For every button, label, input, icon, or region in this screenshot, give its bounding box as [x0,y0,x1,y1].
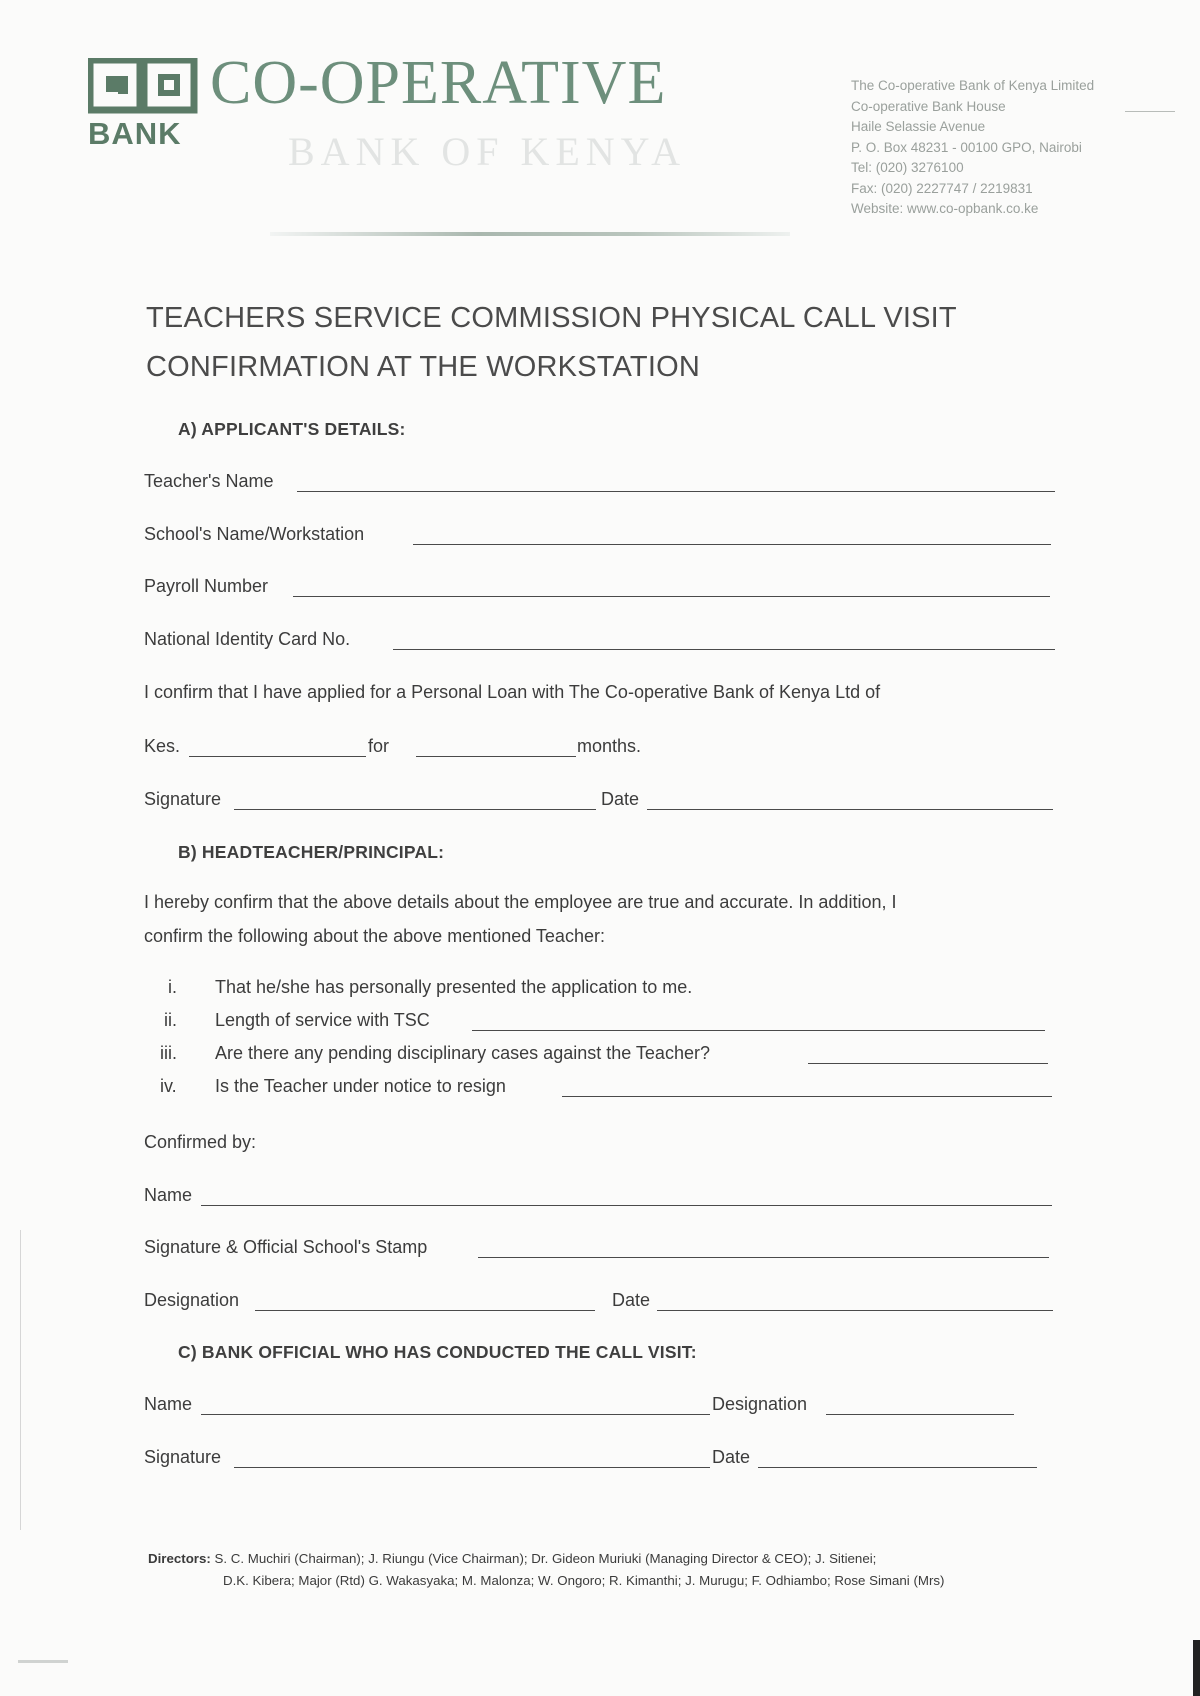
item-length-of-service: Length of service with TSC [215,1010,430,1030]
logo-subtitle: BANK OF KENYA [288,129,687,174]
kes-label: Kes. [144,736,181,756]
applicant-date-label: Date [601,789,640,809]
length-of-service-field[interactable] [472,1030,1045,1031]
headteacher-date-label: Date [612,1290,651,1310]
headteacher-intro [144,885,1074,953]
headteacher-name-label: Name [144,1185,193,1205]
item-notice-to-resign: Is the Teacher under notice to resign [215,1076,506,1096]
national-id-field[interactable] [393,649,1055,650]
form-title-line2: CONFIRMATION AT THE WORKSTATION [146,351,700,383]
scan-edge-line [20,1230,21,1530]
section-c-heading: C) BANK OFFICIAL WHO HAS CONDUCTED THE CALL VISIT: [178,1342,697,1362]
bank-official-name-label: Name [144,1394,193,1414]
applicant-date-field[interactable] [647,809,1053,810]
payroll-number-label: Payroll Number [144,576,269,596]
headteacher-name-field[interactable] [201,1205,1052,1206]
headteacher-designation-label: Designation [144,1290,240,1310]
loan-amount-field[interactable] [189,756,366,757]
item-number: i. [168,977,177,997]
for-label: for [368,736,390,756]
address-line: Co-operative Bank House [851,98,1006,114]
applicant-signature-field[interactable] [234,809,596,810]
item-number: ii. [164,1010,177,1030]
item-number: iv. [160,1076,177,1096]
directors-footer [148,1548,1058,1592]
bank-official-designation-field[interactable] [826,1414,1014,1415]
payroll-number-field[interactable] [293,596,1050,597]
logo-badge-text: BANK [88,116,182,151]
scan-edge-mark [18,1660,68,1663]
loan-confirmation-text: I confirm that I have applied for a Personal Loan with The Co-operative Bank of Kenya Ltd of [144,682,881,702]
bank-official-name-field[interactable] [201,1414,710,1415]
signature-stamp-field[interactable] [478,1257,1049,1258]
section-b-heading: B) HEADTEACHER/PRINCIPAL: [178,842,445,862]
months-label: months. [577,736,642,756]
national-id-label: National Identity Card No. [144,629,351,649]
signature-stamp-label: Signature & Official School's Stamp [144,1237,428,1257]
scan-edge-mark [1193,1640,1200,1696]
headteacher-designation-field[interactable] [255,1310,595,1311]
section-a-heading: A) APPLICANT'S DETAILS: [178,419,406,439]
address-line: The Co-operative Bank of Kenya Limited [851,78,1095,93]
bank-official-designation-label: Designation [712,1394,808,1414]
directors-line1 [148,1548,1058,1570]
directors-list-2: D.K. Kibera; Major (Rtd) G. Wakasyaka; M. Malonza; W. Ongoro; R. Kimanthi; J. Murugu; F. Odhiambo; Rose Simani (Mrs) [223,1573,945,1588]
address-dash [1125,111,1175,112]
intro-line: confirm the following about the above mentioned Teacher: [144,926,605,946]
directors-list-1: S. C. Muchiri (Chairman); J. Riungu (Vice Chairman); Dr. Gideon Muriuki (Managing Director & CEO); J. Sitienei; [214,1551,877,1566]
bank-address-block [851,76,1151,220]
headteacher-date-field[interactable] [657,1310,1053,1311]
logo-wordmark: CO-OPERATIVE [210,49,667,117]
teacher-name-label: Teacher's Name [144,471,274,491]
form-title-line1: TEACHERS SERVICE COMMISSION PHYSICAL CALL VISIT [146,302,957,334]
applicant-signature-label: Signature [144,789,222,809]
teacher-name-field[interactable] [297,491,1055,492]
loan-months-field[interactable] [416,756,576,757]
item-disciplinary-cases: Are there any pending disciplinary cases against the Teacher? [215,1043,710,1063]
address-line: Tel: (020) 3276100 [851,160,964,175]
letterhead-divider [270,232,790,236]
address-line: Fax: (020) 2227747 / 2219831 [851,180,1033,196]
confirmed-by-label: Confirmed by: [144,1132,257,1152]
address-line: Website: www.co-opbank.co.ke [851,201,1039,216]
item-presented-application: That he/she has personally presented the application to me. [215,977,693,997]
address-line: P. O. Box 48231 - 00100 GPO, Nairobi [851,139,1082,155]
bank-official-date-label: Date [712,1447,751,1467]
school-name-field[interactable] [413,544,1051,545]
directors-label: Directors: [148,1551,211,1566]
disciplinary-cases-field[interactable] [808,1063,1048,1064]
bank-official-date-field[interactable] [758,1467,1037,1468]
bank-official-signature-field[interactable] [234,1467,710,1468]
item-number: iii. [160,1043,177,1063]
intro-line: I hereby confirm that the above details about the employee are true and accurate. In addition, I [144,892,897,912]
school-name-label: School's Name/Workstation [144,524,365,544]
address-line: Haile Selassie Avenue [851,119,986,134]
notice-to-resign-field[interactable] [562,1096,1052,1097]
bank-logo-badge [88,58,198,150]
bank-official-signature-label: Signature [144,1447,222,1467]
